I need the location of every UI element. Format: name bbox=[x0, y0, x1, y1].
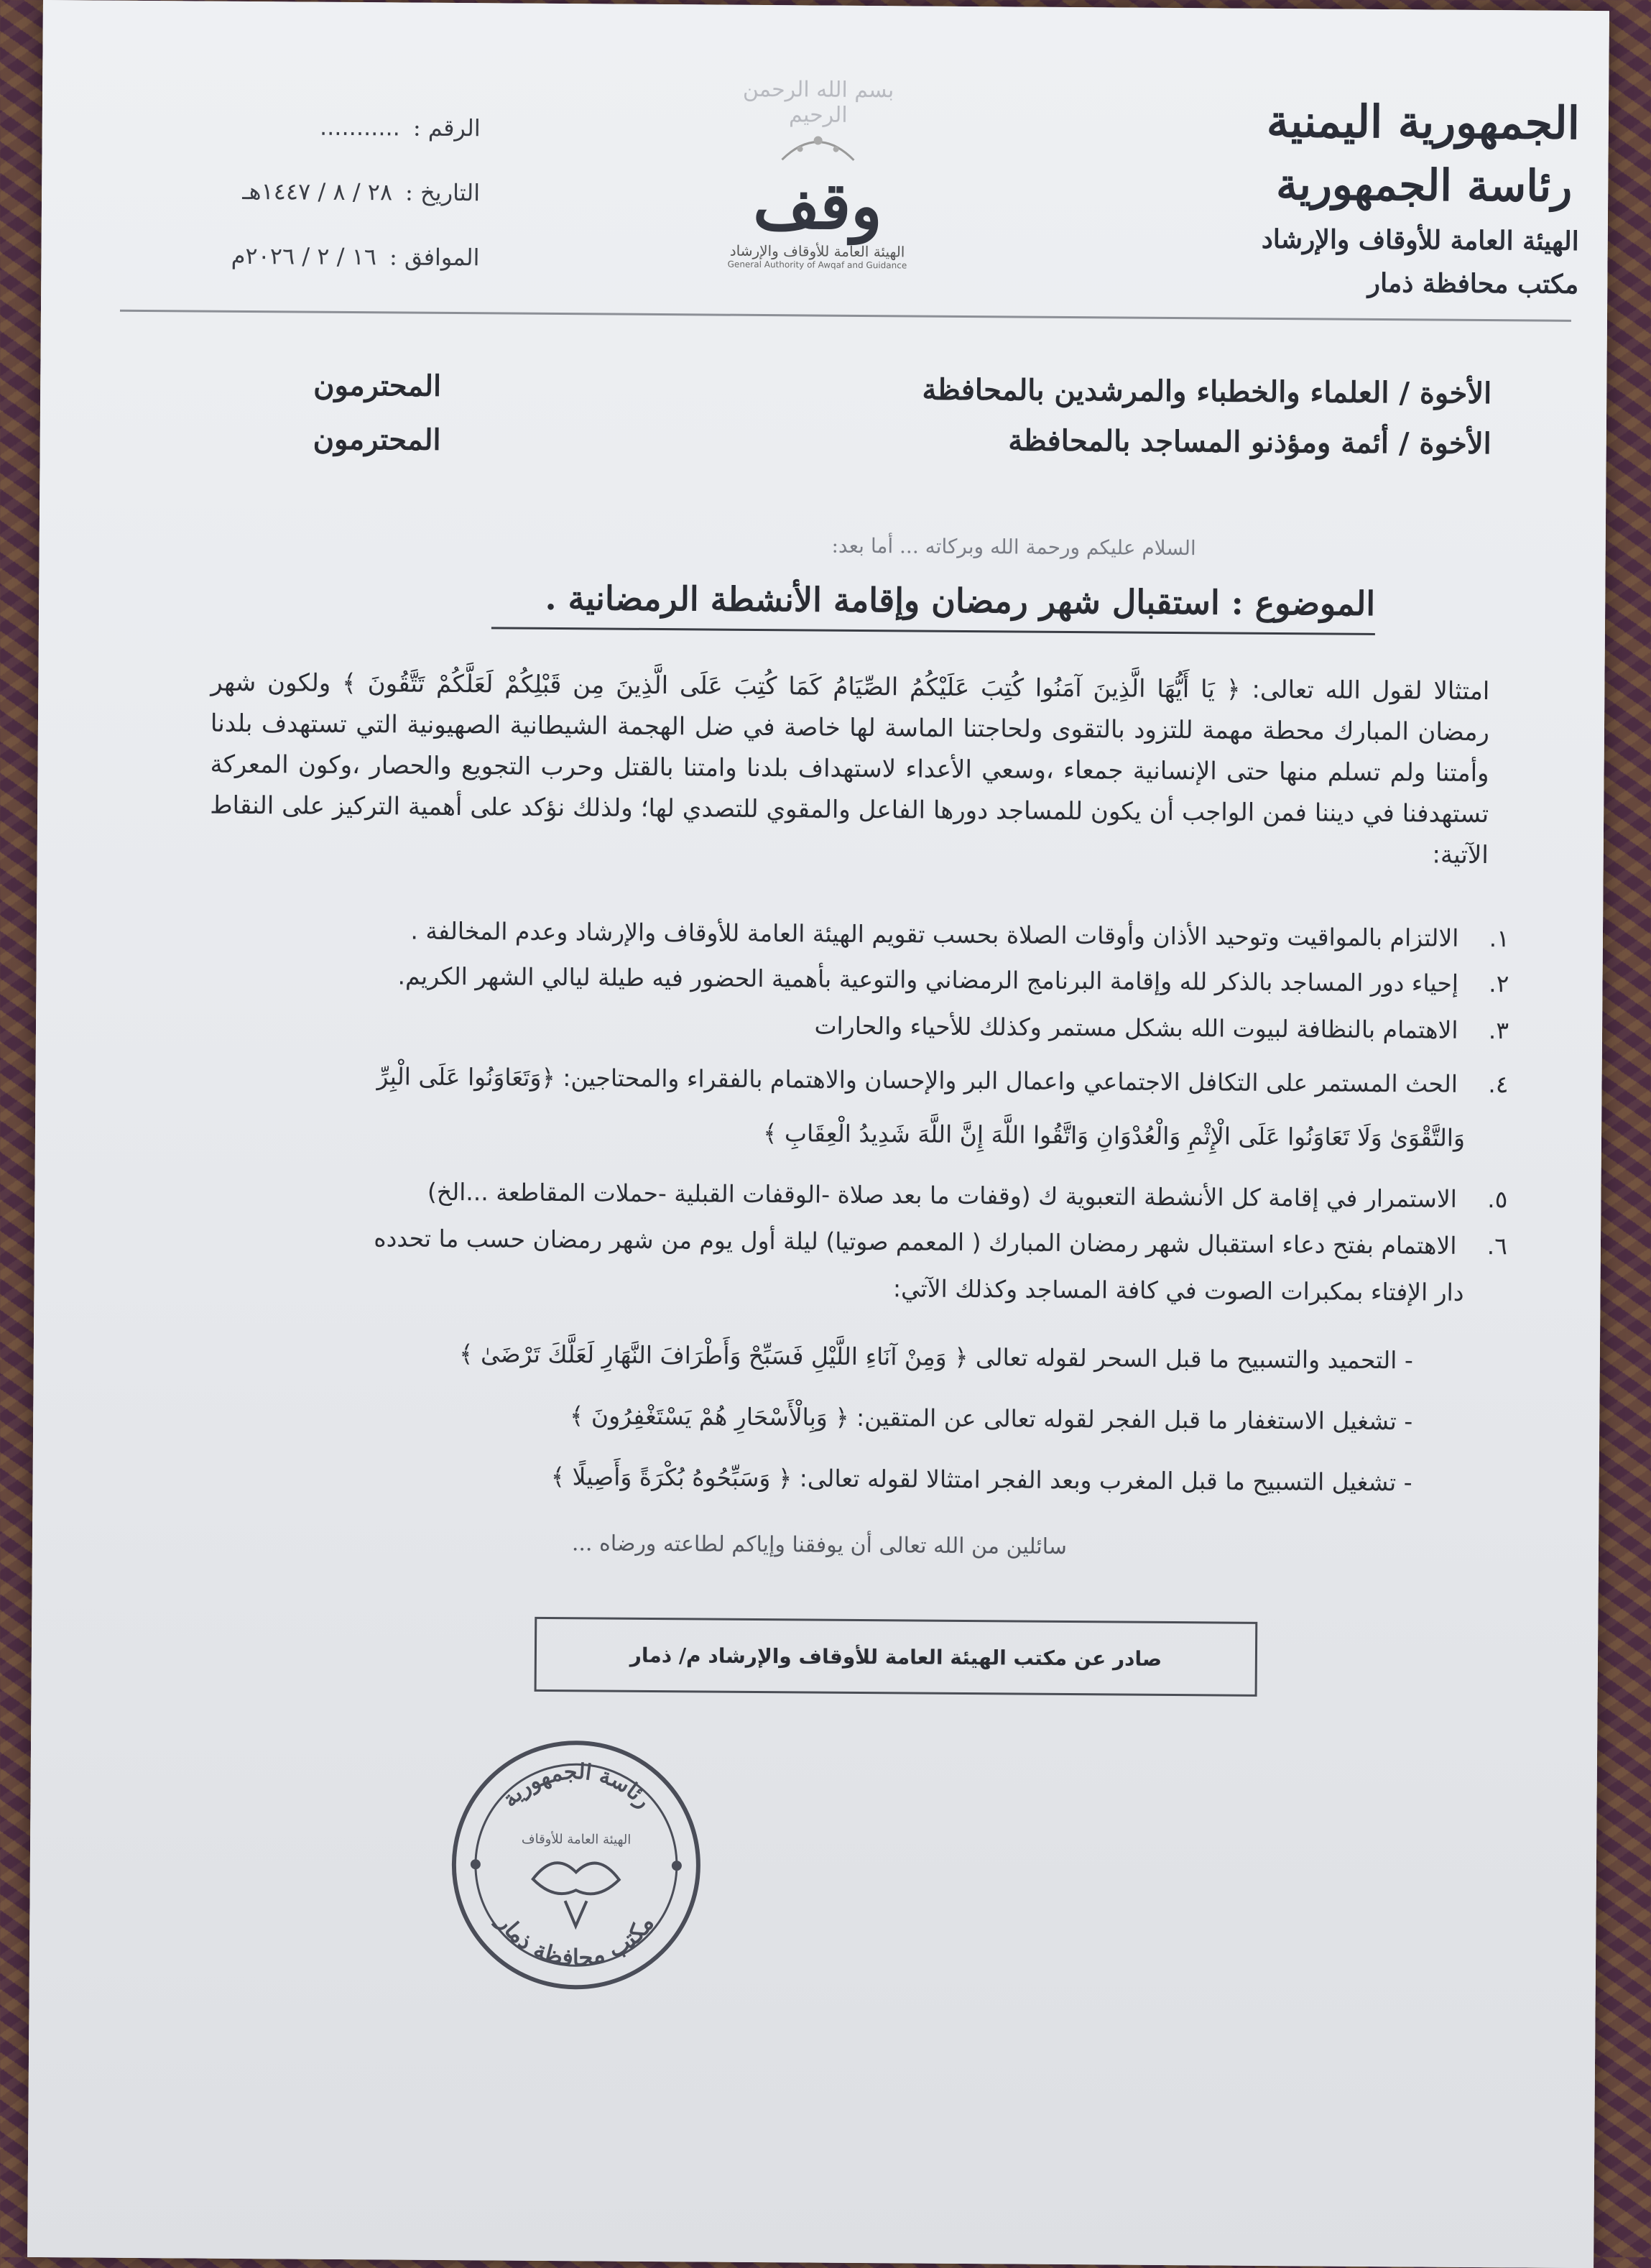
reference-date-row bbox=[164, 177, 481, 244]
header-authority: الهيئة العامة للأوقاف والإرشاد bbox=[1261, 223, 1579, 257]
item-number: ٢. bbox=[1489, 969, 1509, 998]
item-text: الاستمرار في إقامة كل الأنشطة التعبوية ك (وقفات ما بعد صلاة -الوقفات القبلية -حملات المقاطعة ...الخ) bbox=[427, 1177, 1458, 1213]
stamp-top-text: رئاسة الجمهورية bbox=[497, 1758, 656, 1813]
sub-item-text: - تشغيل الاستغفار ما قبل الفجر لقوله تعالى عن المتقين: bbox=[856, 1403, 1413, 1436]
sub-item bbox=[551, 1462, 1412, 1496]
date-label: التاريخ : bbox=[404, 178, 481, 207]
sub-item-text: - التحميد والتسبيح ما قبل السحر لقوله تعالى bbox=[975, 1343, 1413, 1375]
header-divider bbox=[120, 310, 1571, 322]
corresponding-value: ١٦ / ٢ / ٢٠٢٦م bbox=[231, 241, 377, 271]
svg-text:رئاسة الجمهورية bbox=[497, 1758, 656, 1813]
sub-item bbox=[459, 1340, 1413, 1374]
reference-corresponding-row bbox=[163, 241, 480, 308]
intro-lead: امتثالا لقول الله تعالى: bbox=[1252, 675, 1490, 706]
addressee-1-honor: المحترمون bbox=[313, 368, 442, 403]
item-text: الاهتمام بالنظافة لبيوت الله بشكل مستمر وكذلك للأحياء والحارات bbox=[814, 1011, 1458, 1044]
item-number: ٦. bbox=[1486, 1232, 1508, 1260]
item-number: ١. bbox=[1489, 924, 1510, 953]
number-label: الرقم : bbox=[412, 114, 481, 142]
basmala: بسم الله الرحمن الرحيم bbox=[742, 76, 894, 128]
logo-word: وقف bbox=[752, 167, 883, 245]
stamp-middle-text: الهيئة العامة للأوقاف bbox=[521, 1831, 632, 1848]
item-verse: ﴿وَتَعَاوَنُوا عَلَى الْبِرِّ bbox=[376, 1062, 555, 1092]
waqf-logo bbox=[723, 77, 912, 271]
sub-item-text: - تشغيل التسبيح ما قبل المغرب وبعد الفجر امتثالا لقوله تعالى: bbox=[799, 1464, 1412, 1497]
list-item bbox=[376, 1062, 1508, 1098]
list-item bbox=[410, 917, 1509, 953]
closing-line: سائلين من الله تعالى أن يوفقنا وإياكم لطاعته ورضاه ... bbox=[571, 1531, 1068, 1560]
item-verse-continued bbox=[763, 1119, 1465, 1152]
item-text: الاهتمام بفتح دعاء استقبال شهر رمضان المبارك ( المعمم صوتيا) ليلة أول يوم من شهر رمضان حسب ما تحدده bbox=[374, 1224, 1457, 1260]
addressee-2-honor: المحترمون bbox=[313, 422, 441, 457]
intro-paragraph bbox=[210, 663, 1490, 876]
subject-underline bbox=[491, 627, 1375, 635]
svg-text:مكتب محافظة ذمار bbox=[491, 1908, 660, 1972]
corresponding-label: الموافق : bbox=[389, 243, 480, 272]
subject-text: استقبال شهر رمضان وإقامة الأنشطة الرمضانية . bbox=[545, 578, 1220, 622]
number-value: ........... bbox=[319, 113, 401, 142]
header-republic: الجمهورية اليمنية bbox=[1266, 94, 1581, 149]
item-number: ٥. bbox=[1487, 1185, 1508, 1214]
list-item bbox=[427, 1178, 1508, 1213]
official-stamp-icon bbox=[446, 1735, 707, 1996]
intro-text: ولكون شهر رمضان المبارك محطة مهمة للتزود بالتقوى ولحاجتنا الماسة لها خاصة في ضل الهجمة الشيطانية الصهيونية التي تستهدف بلدنا وأمتنا ولم تسلم منها حتى الإنسانية جمعاء ،وسعي الأعداء لاستهداف بلدنا وامتنا بالقتل وحرب التجويع والحصار ،وكون المعركة تستهدفنا في ديننا فمن الواجب أن يكون للمساجد دورها الفاعل والمقوي للتصدي لها؛ ولذلك نؤكد على أهمية التركيز على النقاط الآتية: bbox=[210, 668, 1490, 870]
logo-name-en: General Authority of Awqaf and Guidance bbox=[727, 259, 907, 271]
header-presidency: رئاسة الجمهورية bbox=[1275, 159, 1573, 212]
greeting: السلام عليكم ورحمة الله وبركاته ... أما بعد: bbox=[831, 533, 1196, 561]
logo-ornament-icon bbox=[774, 127, 861, 164]
issued-by-box bbox=[535, 1617, 1258, 1697]
sub-item-verse: ﴿ وَمِنْ آنَاءِ اللَّيْلِ فَسَبِّحْ وَأَطْرَافَ النَّهَارِ لَعَلَّكَ تَرْضَىٰ ﴾ bbox=[459, 1340, 968, 1372]
intro-verse: ﴿ يَا أَيُّهَا الَّذِينَ آمَنُوا كُتِبَ عَلَيْكُمُ الصِّيَامُ كَمَا كُتِبَ عَلَى الَّذِينَ مِن قَبْلِكُمْ لَعَلَّكُمْ تَتَّقُونَ ﴾ bbox=[341, 668, 1241, 704]
sub-item bbox=[570, 1401, 1412, 1435]
item-text: إحياء دور المساجد بالذكر لله وإقامة البرنامج الرمضاني والتوعية بأهمية الحضور فيه طيلة ليالي الشهر الكريم. bbox=[397, 962, 1459, 997]
list-item bbox=[814, 1012, 1509, 1045]
sub-item-verse: ﴿ وَبِالْأَسْحَارِ هُمْ يَسْتَغْفِرُونَ ﴾ bbox=[569, 1401, 849, 1432]
addressee-1: الأخوة / العلماء والخطباء والمرشدين بالمحافظة bbox=[922, 372, 1492, 411]
list-item bbox=[398, 962, 1509, 997]
sub-item-verse: ﴿ وَسَبِّحُوهُ بُكْرَةً وَأَصِيلًا ﴾ bbox=[550, 1462, 792, 1493]
item-text: الالتزام بالمواقيت وتوحيد الأذان وأوقات الصلاة بحسب تقويم الهيئة العامة للأوقاف والإرشاد وعدم المخالفة . bbox=[410, 916, 1459, 952]
item-number: ٣. bbox=[1488, 1016, 1509, 1045]
list-item bbox=[374, 1224, 1507, 1260]
item-number: ٤. bbox=[1488, 1070, 1509, 1099]
item-text: الحث المستمر على التكافل الاجتماعي واعمال البر والإحسان والاهتمام بالفقراء والمحتاجين: bbox=[563, 1064, 1458, 1098]
item-text-continued: دار الإفتاء بمكبرات الصوت في كافة المساجد وكذلك الآتي: bbox=[892, 1274, 1464, 1306]
subject bbox=[545, 578, 1375, 623]
reference-number-row bbox=[164, 112, 481, 179]
item-verse-2: وَالتَّقْوَىٰ وَلَا تَعَاوَنُوا عَلَى الْإِثْمِ وَالْعُدْوَانِ وَاتَّقُوا اللَّهَ إِنَّ اللَّهَ شَدِيدُ الْعِقَابِ ﴾ bbox=[763, 1119, 1466, 1152]
date-value: ٢٨ / ٨ / ١٤٤٧هـ bbox=[242, 177, 393, 206]
stamp-bottom-text: مكتب محافظة ذمار bbox=[491, 1909, 660, 1972]
reference-block bbox=[163, 112, 481, 308]
issued-by-text: صادر عن مكتب الهيئة العامة للأوقاف والإرشاد م/ ذمار bbox=[629, 1643, 1162, 1671]
subject-label: الموضوع : bbox=[1231, 583, 1376, 623]
logo-name-ar: الهيئة العامة للأوقاف والإرشاد bbox=[729, 241, 905, 261]
addressee-2: الأخوة / أئمة ومؤذنو المساجد بالمحافظة bbox=[1008, 423, 1492, 461]
header-office: مكتب محافظة ذمار bbox=[1367, 267, 1579, 300]
letter-page bbox=[27, 0, 1609, 2268]
